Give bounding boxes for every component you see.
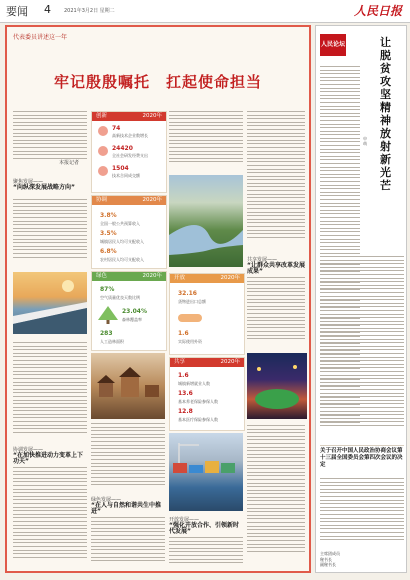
chip-icon <box>98 126 108 136</box>
text-col-4 <box>169 111 243 169</box>
panel-sharing-stat2-value: 13.6 <box>178 390 193 397</box>
issue-date: 2021年3月2日 星期二 <box>64 8 115 14</box>
feature-article[interactable] <box>5 25 311 573</box>
village-svg <box>91 353 165 419</box>
panel-innovation-stat1-value: 74 <box>112 125 121 132</box>
subhead-4-title: “强化开放合作、引领新时代发展” <box>169 522 239 535</box>
panel-innovation-stat2-label: 全社会研发经费支出 <box>112 153 148 158</box>
panel-open-label: 开放 <box>174 275 186 281</box>
panel-green-stat3-label: 人工造林面积 <box>100 339 124 344</box>
tree-icon <box>98 306 118 324</box>
panel-sharing-stat2-label: 基本养老保险参保人数 <box>178 399 218 404</box>
panel-sharing <box>169 357 245 431</box>
people-forum-badge: 人民论坛 <box>320 34 346 56</box>
commentary-title[interactable]: 让脱贫攻坚精神放射新光芒 <box>380 36 391 192</box>
panel-innovation-stat1-label: 高新技术企业数增长 <box>112 133 148 138</box>
panel-sharing-stat1-value: 1.6 <box>178 372 189 379</box>
train-photo <box>13 272 87 334</box>
panel-coordination-stat3-label: 农村居民人均可支配收入 <box>100 257 144 262</box>
roster-list <box>320 551 404 568</box>
panel-innovation-header <box>92 112 166 121</box>
byline: 本报记者 <box>59 160 80 166</box>
subhead-2-title: “在加快推进动力变革上下功夫” <box>13 452 83 465</box>
newspaper-logo: 人民日报 <box>353 4 402 18</box>
cppcc-decision-text <box>320 478 404 548</box>
panel-open-stat1-value: 32.16 <box>178 290 197 297</box>
panel-green-stat1-value: 87% <box>100 286 115 293</box>
city-night-photo <box>247 353 307 419</box>
subhead-1 <box>13 179 87 191</box>
panel-green-stat1-label: 空气质量优良天数比例 <box>100 295 140 300</box>
panel-coordination-stat2-label: 城镇居民人均可支配收入 <box>100 239 144 244</box>
river-svg <box>169 175 243 267</box>
panel-sharing-year: 2020年 <box>220 359 240 365</box>
port-svg <box>169 433 243 511</box>
cppcc-decision-title[interactable]: 关于召开中国人民政治协商会议第十三届全国委员会第四次会议的决定 <box>320 448 403 468</box>
panel-green-stat2-label: 森林覆盖率 <box>122 317 142 322</box>
lab-icon <box>98 146 108 156</box>
subhead-5-title: “让群众共享改革发展成果” <box>247 262 305 275</box>
roster-item: 副秘书长 <box>320 562 336 567</box>
panel-open <box>169 273 245 355</box>
section-label: 要闻 <box>6 5 28 18</box>
commentary-text-b <box>320 256 404 442</box>
subhead-1-kicker: 聚焦发展—— <box>13 179 44 185</box>
panel-green-header <box>92 272 166 281</box>
contract-icon <box>98 166 108 176</box>
panel-open-year: 2020年 <box>220 275 240 281</box>
handshake-icon <box>178 308 202 326</box>
panel-sharing-stat3-label: 基本医疗保险参保人数 <box>178 417 218 422</box>
panel-coordination-stat3-value: 6.8% <box>100 248 117 255</box>
subhead-4-kicker: 开放发展—— <box>169 517 200 523</box>
roster-item: 主席团成员 <box>320 551 340 556</box>
village-photo <box>91 353 165 419</box>
panel-green <box>91 271 167 351</box>
panel-sharing-stat1-label: 城镇新增就业人数 <box>178 381 210 386</box>
text-col-1 <box>13 199 87 265</box>
subhead-3 <box>91 497 165 515</box>
text-col-5 <box>91 423 165 493</box>
panel-sharing-header <box>170 358 244 367</box>
subhead-2-kicker: 协调发展—— <box>13 447 44 453</box>
commentary-author: 申 萌 <box>363 136 371 146</box>
feature-tag: 代表委员讲述这一年 <box>13 34 68 41</box>
panel-green-stat2-value: 23.04% <box>122 308 147 315</box>
panel-sharing-label: 共享 <box>174 359 186 365</box>
subhead-3-kicker: 绿色发展—— <box>91 497 122 503</box>
roster-item: 秘书长 <box>320 556 332 562</box>
text-col-9 <box>247 277 305 349</box>
text-col-8 <box>247 111 305 251</box>
panel-sharing-stat3-value: 12.8 <box>178 408 193 415</box>
panel-innovation-label: 创新 <box>96 113 108 119</box>
panel-green-stat3-value: 283 <box>100 330 113 337</box>
panel-open-stat2-value: 1.6 <box>178 330 189 337</box>
panel-innovation-year: 2020年 <box>142 113 162 119</box>
panel-coordination-stat1-label: 全国一般公共预算收入 <box>100 221 140 226</box>
panel-green-year: 2020年 <box>142 273 162 279</box>
panel-coordination-stat2-value: 3.5% <box>100 230 117 237</box>
subhead-1-title: “向纵深发展战略方向” <box>13 184 75 191</box>
panel-coordination-stat1-value: 3.8% <box>100 212 117 219</box>
panel-innovation-stat2-value: 24420 <box>112 145 133 152</box>
subhead-2 <box>13 447 87 465</box>
panel-innovation-stat3-label: 技术合同成交额 <box>112 173 140 178</box>
subhead-5 <box>247 257 305 275</box>
train-photo-svg <box>13 272 87 334</box>
panel-coordination <box>91 195 167 269</box>
panel-open-stat1-label: 货物进出口总额 <box>178 299 206 304</box>
text-col-10 <box>247 425 305 567</box>
text-col-6 <box>91 517 165 567</box>
panel-innovation-stat3-value: 1504 <box>112 165 129 172</box>
subhead-3-title: “在人与自然和谐共生中推进” <box>91 502 161 515</box>
panel-green-label: 绿色 <box>96 273 108 279</box>
sidebar-commentary[interactable] <box>315 25 407 573</box>
panel-innovation <box>91 111 167 193</box>
panel-coordination-year: 2020年 <box>142 197 162 203</box>
subhead-4 <box>169 517 243 535</box>
text-col-3 <box>13 467 87 567</box>
panel-open-header <box>170 274 244 283</box>
panel-coordination-label: 协调 <box>96 197 108 203</box>
port-photo <box>169 433 243 511</box>
river-valley-photo <box>169 175 243 267</box>
text-col-2 <box>13 342 87 442</box>
feature-headline[interactable]: 牢记殷殷嘱托 扛起使命担当 <box>53 73 262 91</box>
text-col-7 <box>169 537 243 567</box>
panel-coordination-header <box>92 196 166 205</box>
stadium-svg <box>247 353 307 419</box>
sidebar-divider <box>320 445 404 446</box>
page-number: 4 <box>44 3 51 16</box>
page-header <box>0 0 410 23</box>
panel-open-stat2-label: 实际使用外资 <box>178 339 202 344</box>
subhead-5-kicker: 共享发展—— <box>247 257 278 263</box>
